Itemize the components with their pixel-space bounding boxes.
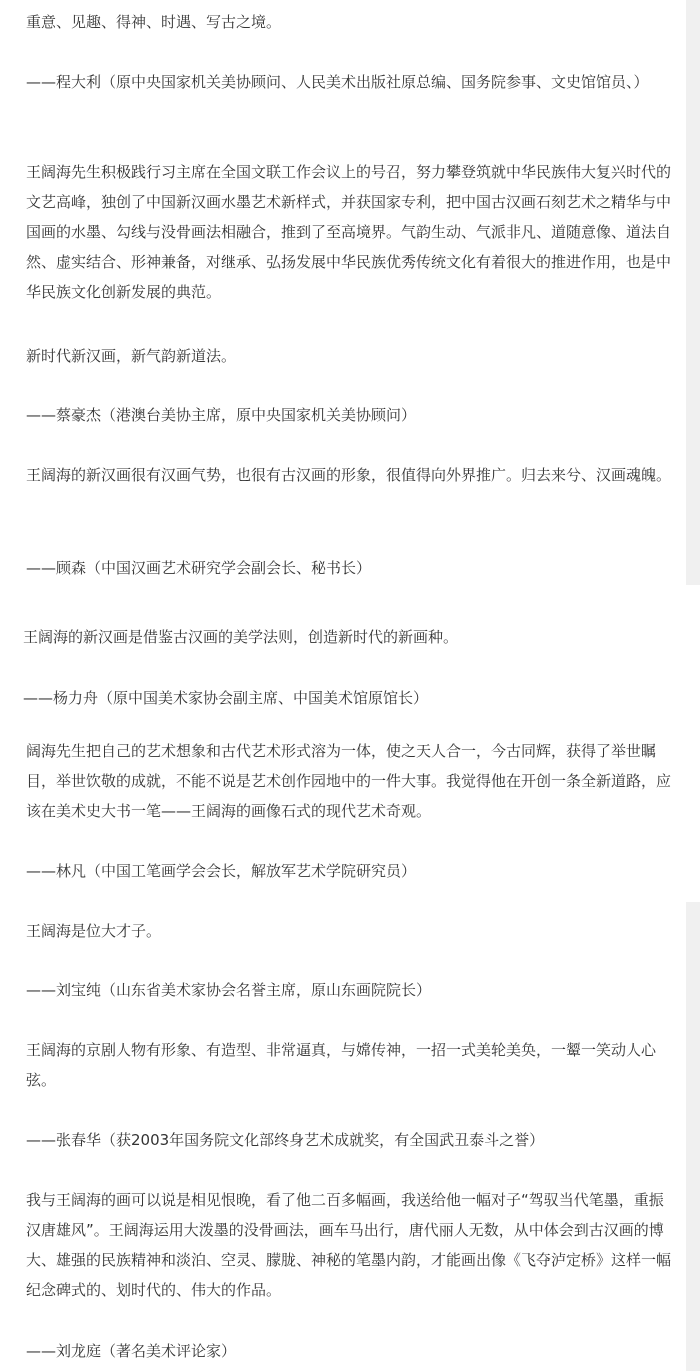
quote-attribution-8: ——刘龙庭（著名美术评论家） — [26, 1342, 237, 1360]
right-edge-strip — [686, 0, 700, 585]
quote-attribution-6: ——刘宝纯（山东省美术家协会名誉主席，原山东画院院长） — [26, 981, 432, 999]
quote-attribution-2: ——蔡豪杰（港澳台美协主席，原中央国家机关美协顾问） — [26, 406, 417, 424]
paragraph-6: 阔海先生把自己的艺术想象和古代艺术形式溶为一体，使之天人合一，今古同辉，获得了举世瞩目，举世饮敬的成就，不能不说是艺术创作园地中的一件大事。我觉得他在开创一条全新道路，应该在美术史大书一笔——王阔海的画像石式的现代艺术奇观。 — [26, 742, 672, 820]
right-edge-strip-lower — [686, 902, 700, 1371]
quote-attribution-1: ——程大利（原中央国家机关美协顾问、人民美术出版社原总编、国务院参事、文史馆馆员、） — [26, 73, 649, 91]
paragraph-1: 重意、见趣、得神、时遇、写古之境。 — [26, 13, 282, 31]
paragraph-5: 王阔海的新汉画是借鉴古汉画的美学法则，创造新时代的新画种。 — [23, 628, 459, 646]
quote-attribution-5: ——林凡（中国工笔画学会会长，解放军艺术学院研究员） — [26, 862, 417, 880]
quote-attribution-7: ——张春华（获2003年国务院文化部终身艺术成就奖，有全国武丑泰斗之誉） — [26, 1131, 545, 1149]
paragraph-9: 我与王阔海的画可以说是相见恨晚，看了他二百多幅画，我送给他一幅对子“驾驭当代笔墨，重振汉唐雄风”。王阔海运用大泼墨的没骨画法，画车马出行，唐代丽人无数，从中体会到古汉画的博大、雄强的民族精神和淡泊、空灵、朦胧、神秘的笔墨内韵，才能画出像《飞夺泸定桥》这样一幅纪念碑式的、划时代的、伟大的作品。 — [26, 1191, 672, 1299]
quote-attribution-3: ——顾森（中国汉画艺术研究学会副会长、秘书长） — [26, 559, 372, 577]
paragraph-2: 王阔海先生积极践行习主席在全国文联工作会议上的号召，努力攀登筑就中华民族伟大复兴时代的文艺高峰，独创了中国新汉画水墨艺术新样式，并获国家专利，把中国古汉画石刻艺术之精华与中国画的水墨、勾线与没骨画法相融合，推到了至高境界。气韵生动、气派非凡、道随意像、道法自然、虚实结合、形神兼备，对继承、弘扬发展中华民族优秀传统文化有着很大的推进作用，也是中华民族文化创新发展的典范。 — [26, 163, 672, 301]
quote-attribution-4: ——杨力舟（原中国美术家协会副主席、中国美术馆原馆长） — [23, 689, 429, 707]
paragraph-7: 王阔海是位大才子。 — [26, 922, 162, 940]
paragraph-3: 新时代新汉画，新气韵新道法。 — [26, 347, 237, 365]
paragraph-4: 王阔海的新汉画很有汉画气势，也很有古汉画的形象，很值得向外界推广。归去来兮、汉画魂魄。 — [26, 466, 672, 484]
paragraph-8: 王阔海的京剧人物有形象、有造型、非常逼真，与嫦传神，一招一式美轮美奂，一颦一笑动人心弦。 — [26, 1041, 657, 1089]
